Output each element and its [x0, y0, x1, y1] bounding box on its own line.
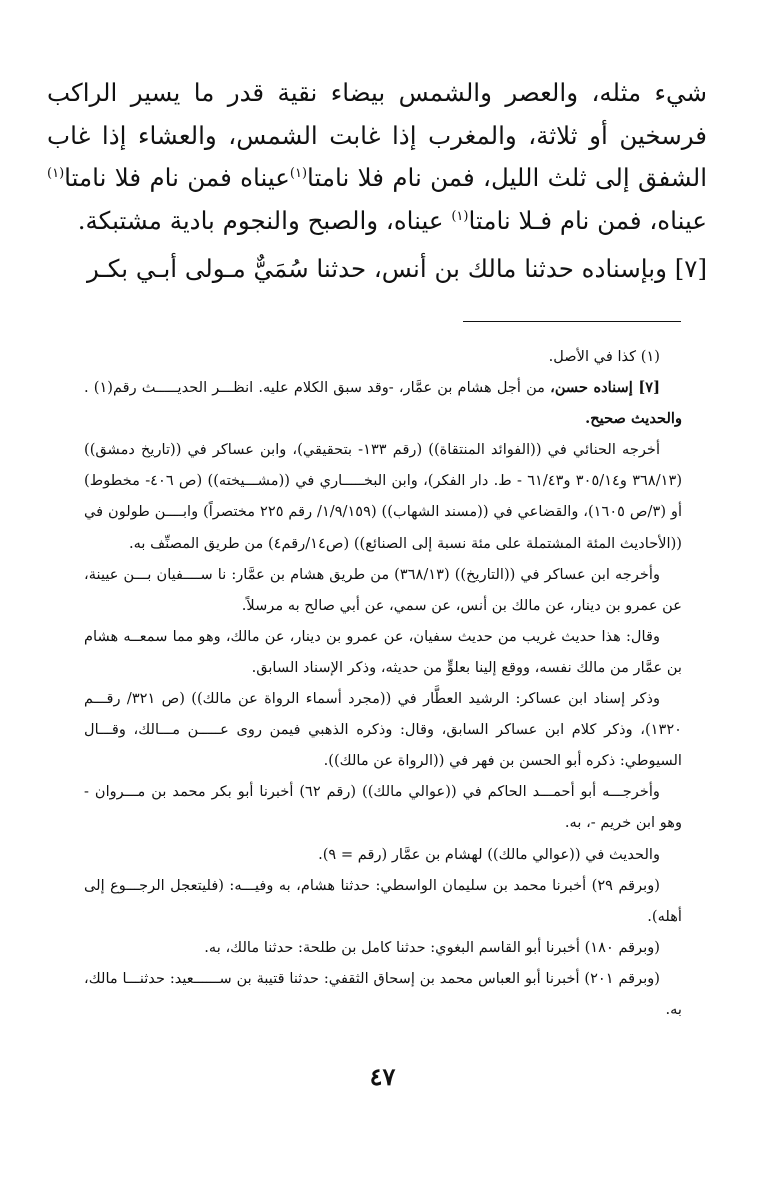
- footnote-divider: [463, 321, 681, 322]
- main-line-1: شيء مثله، والعصر والشمس بيضاء نقية قدر ما يسير الراكب فرسخين: [47, 78, 707, 150]
- footnote-paragraph: والحديث في ((عوالي مالك)) لهشام بن عمَّار (رقم = ٩).: [318, 845, 660, 863]
- footnote-7-verdict: والحديث صحيح.: [585, 410, 682, 428]
- main-line-3b: عيناه فمن نام فلا نامتا: [64, 163, 290, 192]
- footnote-paragraph: أخرجه الحنائي في ((الفوائد المنتقاة)) (رقم ١٣٣- بتحقيقي)، وابن عساكر في ((تاريخ دمشق)) (٣٦٨/١٣ و٣٠٥/١٤ و٦١/٤٣ - ط. دار الفكر)، وابن البخـــــاري في ((مشـــيخته)) (ص ٤٠٦- مخطوط) أو (٣/ص ١٦٠٥)، والقضاعي في ((مسند الشهاب)) (١/٩/١٥٩/ رقم ٢٢٥ مختصراً) وابــــن طولون في ((الأحاديث المئة المشتملة على مئة نسبة إلى الصنائع)) (ص١٤/رقم٤) من طريق المصنِّف به.: [84, 441, 683, 552]
- footnote-ref: (١): [47, 165, 65, 181]
- main-paragraph: [47, 72, 707, 242]
- main-line-4a: نامتا: [468, 205, 511, 235]
- footnote-7-heading: [84, 372, 682, 434]
- main-line-3c: عيناه، فمن نام فـلا: [518, 205, 707, 235]
- footnote-paragraph: وأخرجه ابن عساكر في ((التاريخ)) (٣٦٨/١٣) من طريق هشام بن عمَّار: نا ســــفيان بـــن عيينة، عن عمرو بن دينار، عن مالك بن أنس، عن سمي، عن أبي صالح به مرسلاً.: [84, 565, 682, 614]
- footnote-paragraph: (وبرقم ٢٠١) أخبرنا أبو العباس محمد بن إسحاق الثقفي: حدثنا قتيبة بن ســــــعيد: حدثنـــا مالك، به.: [84, 969, 682, 1018]
- footnote-7-label: [٧] إسناده حسن،: [550, 379, 660, 397]
- main-line-3a: الليل، فمن نام فلا نامتا: [307, 163, 540, 192]
- footnote-paragraph: وقال: هذا حديث غريب من حديث سفيان، عن عمرو بن دينار، عن مالك، وهو مما سمعــه هشام بن عمَّار من مالك نفسه، ووقع إلينا بعلوٍّ من حديثه، وذكر الإسناد السابق.: [84, 627, 682, 676]
- footnote-paragraph: وذكر إسناد ابن عساكر: الرشيد العطَّار في ((مجرد أسماء الرواة عن مالك)) (ص ٣٢١/ رقـــم ١٣٢٠)، وذكر كلام ابن عساكر السابق، وقال: وذكره الذهبي فيمن روى عـــــن مـــالك، وقـــال السيوطي: ذكره أبو الحسن بن فهر في ((الرواة عن مالك)).: [84, 690, 682, 770]
- main-line-2: أو ثلاثة، والمغرب إذا غابت الشمس، والعشاء إذا غاب الشفق إلى ثلث: [47, 120, 708, 192]
- page-number: ٤٧: [369, 1062, 396, 1091]
- footnote-paragraph: (وبرقم ١٨٠) أخبرنا أبو القاسم البغوي: حدثنا كامل بن طلحة: حدثنا مالك، به.: [204, 938, 660, 956]
- footnote-paragraph: (وبرقم ٢٩) أخبرنا محمد بن سليمان الواسطي: حدثنا هشام، به وفيـــه: (فليتعجل الرجـــوع إلى أهله).: [84, 876, 682, 925]
- footnotes-section: [84, 341, 682, 1025]
- footnote-paragraph: وأخرجـــه أبو أحمـــد الحاكم في ((عوالي مالك)) (رقم ٦٢) أخبرنا أبو بكر محمد بن مـــروان - وهو ابن خريم -، به.: [84, 783, 682, 832]
- main-text: [47, 72, 707, 291]
- footnote-1: (١) كذا في الأصل.: [548, 348, 660, 365]
- footnote-7-text: من أجل هشام بن عمَّار، -وقد سبق الكلام عليه. انظـــر الحديـــــث رقم(١) .: [84, 379, 551, 397]
- hadith-7-start: [٧] وبإسناده حدثنا مالك بن أنس، حدثنا سُمَيٌّ مـولى أبـي بكـر: [87, 254, 707, 283]
- footnote-ref: (١): [451, 208, 469, 224]
- main-line-4b: عيناه، والصبح والنجوم بادية مشتبكة.: [77, 205, 444, 235]
- footnote-ref: (١): [289, 165, 308, 181]
